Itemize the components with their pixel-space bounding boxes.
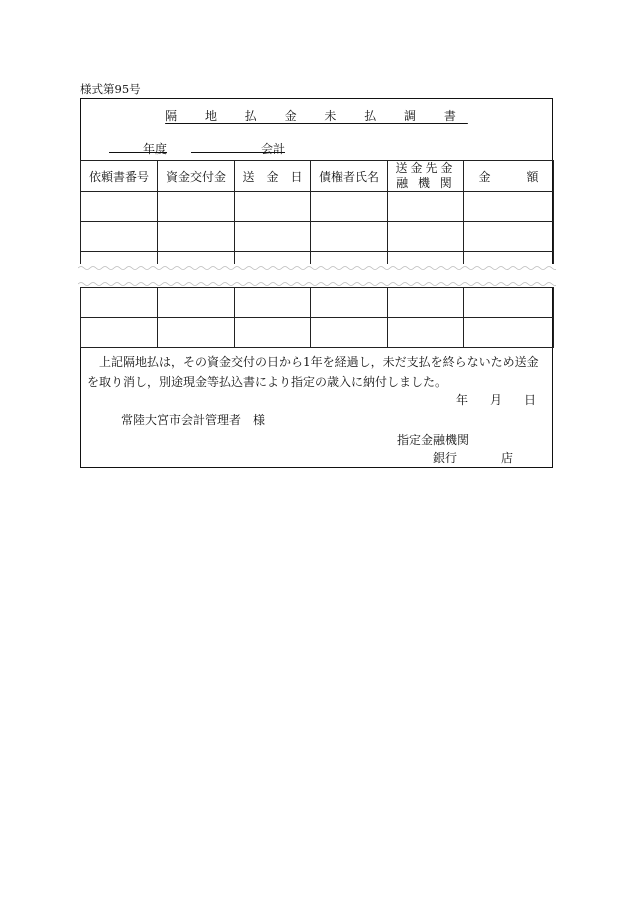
date-line (434, 391, 536, 408)
form-frame (80, 98, 553, 468)
designated-bank-label: 指定金融機関 (397, 433, 470, 447)
date-month: 月 (489, 393, 502, 407)
year-label: 年度 (143, 142, 168, 156)
account-label: 会計 (261, 142, 286, 156)
branch-suffix: 店 (501, 451, 514, 465)
header-creditor: 債権者氏名 (311, 161, 388, 192)
table-row (81, 222, 554, 252)
statement-text: 上記隔地払は，その資金交付の日から1年を経過し，未だ支払を終らないため送金を取り消し，別途現金等払込書により指定の歳入に納付しました。 (87, 355, 539, 389)
bank-branch-line (433, 449, 513, 466)
bank-suffix: 銀行 (433, 451, 458, 465)
date-day: 日 (523, 393, 536, 407)
header-remit-date: 送 金 日 (235, 161, 311, 192)
header-amount: 金 額 (464, 161, 554, 192)
records-table-bottom (80, 287, 554, 348)
form-number: 様式第95号 (80, 82, 141, 96)
year-field (109, 139, 168, 156)
table-row (81, 318, 554, 348)
header-bank: 送金先金 融 機 関 (388, 161, 464, 192)
account-blank[interactable] (191, 140, 261, 153)
table-row (81, 288, 554, 318)
table-row (81, 192, 554, 222)
header-fund-date: 資金交付金 (158, 161, 235, 192)
form-title: 隔 地 払 金 未 払 調 書 (165, 109, 468, 123)
date-year: 年 (455, 393, 468, 407)
omission-break (78, 264, 556, 288)
year-blank[interactable] (109, 140, 143, 153)
addressee: 常陸大宮市会計管理者 様 (121, 413, 266, 427)
account-field (191, 139, 286, 156)
header-request-no: 依頼書番号 (81, 161, 158, 192)
